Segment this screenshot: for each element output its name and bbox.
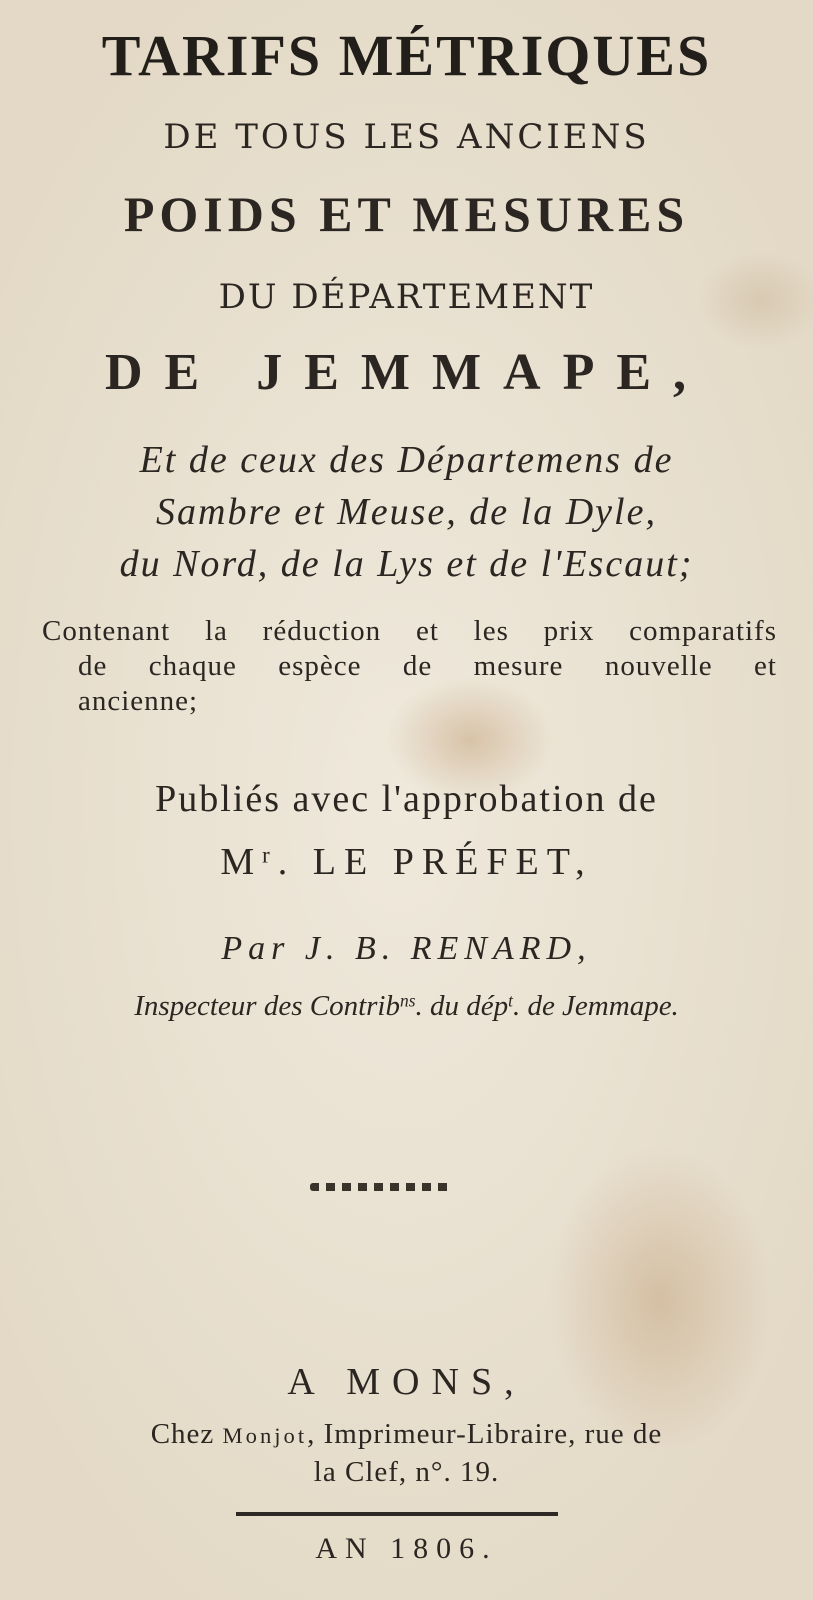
imprint-line-2: la Clef, n°. 19. bbox=[313, 1456, 500, 1488]
author-title-part-2: . du dép bbox=[415, 990, 509, 1022]
description-line-3: ancienne; bbox=[78, 685, 199, 717]
approval-prefix: M bbox=[220, 841, 263, 883]
imprint-year: AN 1806. bbox=[315, 1532, 498, 1565]
author-title bbox=[0, 990, 813, 1023]
subtitle-line-2: Sambre et Meuse, de la Dyle, bbox=[156, 491, 657, 533]
title-line-2: DE TOUS LES ANCIENS bbox=[163, 117, 650, 157]
approval-line-1: Publiés avec l'approbation de bbox=[155, 778, 658, 820]
title-line-3: POIDS ET MESURES bbox=[123, 186, 690, 242]
author-title-sup-2: t bbox=[508, 990, 513, 1011]
title-line-4: DU DÉPARTEMENT bbox=[218, 277, 595, 317]
printer-name: Monjot bbox=[222, 1423, 308, 1448]
rule-divider bbox=[236, 1512, 558, 1516]
title-line-5: DE JEMMAPE, bbox=[104, 344, 709, 401]
author-line: Par J. B. RENARD, bbox=[221, 930, 592, 967]
imprint-address: , Imprimeur-Libraire, rue de bbox=[307, 1418, 663, 1450]
description-line-2: de chaque espèce de mesure nouvelle et bbox=[78, 650, 777, 682]
subtitle-line-3: du Nord, de la Lys et de l'Escaut; bbox=[119, 543, 694, 585]
subtitle-line-1: Et de ceux des Départemens de bbox=[139, 439, 674, 481]
author-title-part-3: . de Jemmape. bbox=[512, 990, 679, 1022]
approval-superscript: r bbox=[262, 842, 278, 868]
approval-line-2 bbox=[0, 840, 813, 884]
imprint-city: A MONS, bbox=[287, 1361, 526, 1403]
ornament-divider bbox=[310, 1183, 450, 1191]
approval-prefect: . LE PRÉFET, bbox=[277, 841, 593, 883]
author-title-sup-1: ns bbox=[400, 990, 416, 1011]
imprint-line-1 bbox=[0, 1418, 813, 1451]
imprint-prefix: Chez bbox=[150, 1418, 223, 1450]
title-line-1: TARIFS MÉTRIQUES bbox=[101, 23, 712, 88]
description-line-1: Contenant la réduction et les prix comparatifs bbox=[42, 615, 777, 647]
author-title-part-1: Inspecteur des Contrib bbox=[134, 990, 400, 1022]
